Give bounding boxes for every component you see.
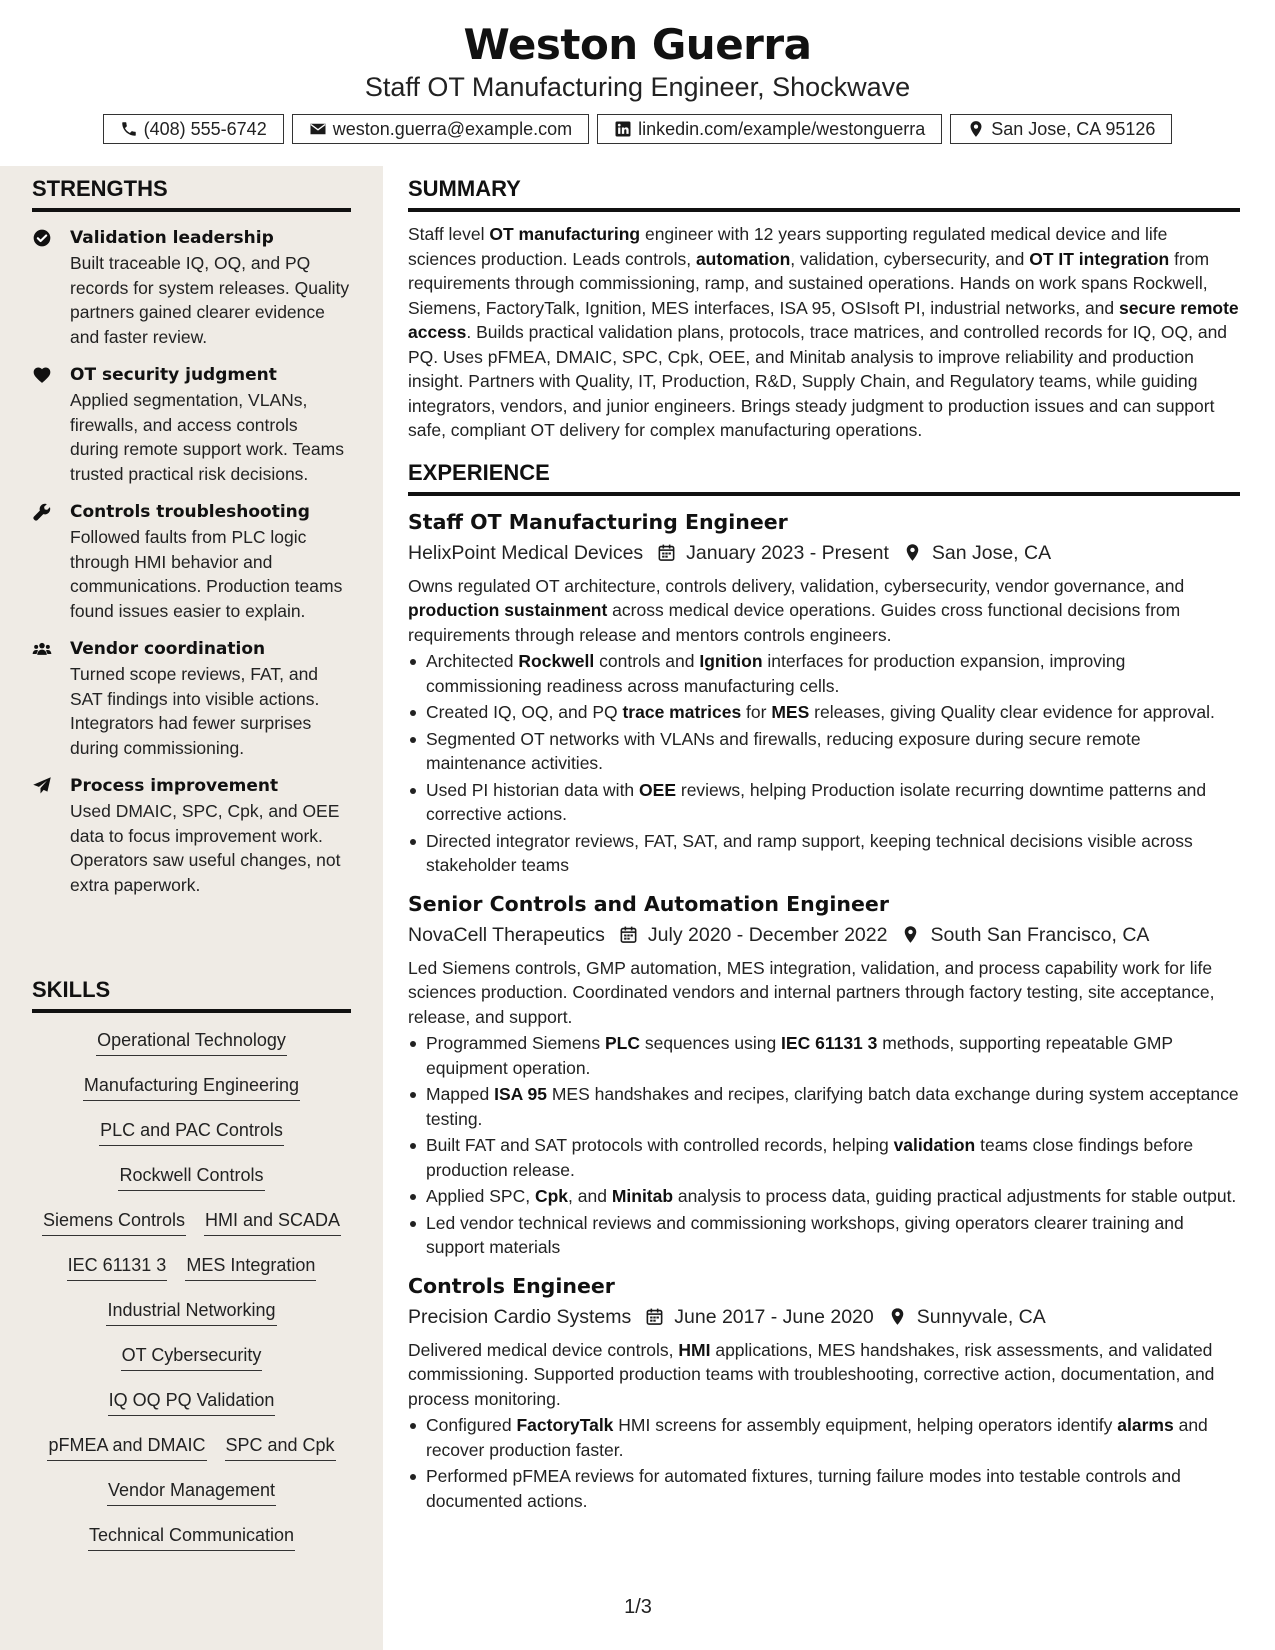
contact-bar — [0, 114, 1275, 144]
strength-description: Turned scope reviews, FAT, and SAT findings into visible actions. Integrators had fewer surprises during commissioning. — [70, 664, 320, 758]
contact-phone-text: (408) 555-6742 — [143, 118, 267, 139]
skill-tag: IEC 61131 3 — [67, 1252, 168, 1281]
skill-tag: OT Cybersecurity — [121, 1342, 263, 1371]
bullet-item: Applied SPC, Cpk, and Minitab analysis to process data, guiding practical adjustments for stable output. — [408, 1184, 1240, 1209]
contact-linkedin-text: linkedin.com/example/westonguerra — [638, 118, 926, 139]
job-location: San Jose, CA — [931, 541, 1052, 564]
strength-item — [32, 500, 351, 623]
job-dates: June 2017 - June 2020 — [674, 1305, 874, 1328]
wrench-icon — [32, 500, 70, 623]
bold-keyword: OT IT integration — [1029, 248, 1170, 269]
bold-keyword: MES — [771, 702, 810, 722]
main-content — [408, 176, 1240, 1515]
bullet-item: Programmed Siemens PLC sequences using IEC 61131 3 methods, supporting repeatable GMP equipment operation. — [408, 1031, 1240, 1080]
bold-keyword: OT manufacturing — [489, 224, 641, 244]
skill-tag: HMI and SCADA — [204, 1207, 341, 1236]
bold-keyword: alarms — [1117, 1415, 1174, 1435]
job-bullets — [408, 1413, 1240, 1513]
skill-tag: Technical Communication — [88, 1522, 295, 1551]
skill-tag: pFMEA and DMAIC — [47, 1432, 206, 1461]
skills-list — [32, 1027, 351, 1567]
contact-phone[interactable] — [103, 114, 284, 144]
company-name: NovaCell Therapeutics — [408, 923, 605, 946]
strength-item — [32, 363, 351, 486]
bold-keyword: PLC — [604, 1033, 640, 1053]
bold-keyword: Cpk — [534, 1186, 569, 1206]
sidebar — [0, 166, 383, 1650]
skill-tag: Manufacturing Engineering — [83, 1072, 300, 1101]
job-title: Staff OT Manufacturing Engineer — [408, 509, 788, 534]
skill-tag: Siemens Controls — [42, 1207, 186, 1236]
strengths-heading: STRENGTHS — [32, 176, 351, 212]
contact-location — [950, 114, 1172, 144]
candidate-title: Staff OT Manufacturing Engineer, Shockwave — [364, 72, 911, 102]
calendar-icon — [643, 543, 686, 562]
bullet-item: Built FAT and SAT protocols with controlled records, helping validation teams close findings before production release. — [408, 1133, 1240, 1182]
contact-location-text: San Jose, CA 95126 — [991, 118, 1156, 139]
bold-keyword: production sustainment — [408, 600, 608, 620]
page-indicator: 1/3 — [624, 1596, 652, 1618]
calendar-icon — [631, 1307, 674, 1326]
bold-keyword: ISA 95 — [494, 1084, 547, 1104]
envelope-icon — [309, 120, 327, 138]
job-description: Led Siemens controls, GMP automation, MES integration, validation, and process capability work for life sciences production. Coordinated vendors and internal partners through factory testing, site acceptance, release, and support. — [408, 957, 1215, 1027]
job-description: Owns regulated OT architecture, controls delivery, validation, cybersecurity, vendor governance, and production sustainment across medical device operations. Guides cross functional decisions from requirements through release and mentors controls engineers. — [408, 575, 1185, 645]
bold-keyword: trace matrices — [622, 702, 742, 722]
strength-description: Used DMAIC, SPC, Cpk, and OEE data to focus improvement work. Operators saw useful changes, not extra paperwork. — [70, 801, 341, 895]
strength-item — [32, 774, 351, 897]
strength-description: Applied segmentation, VLANs, firewalls, and access controls during remote support work. Teams trusted practical risk decisions. — [70, 390, 344, 484]
job-entry — [408, 1272, 1240, 1514]
company-name: HelixPoint Medical Devices — [408, 541, 644, 564]
skills-section — [32, 977, 351, 1567]
strengths-section — [32, 176, 351, 897]
map-pin-icon — [967, 120, 985, 138]
job-title: Controls Engineer — [408, 1273, 615, 1298]
job-title: Senior Controls and Automation Engineer — [408, 891, 889, 916]
phone-icon — [120, 120, 138, 138]
contact-linkedin[interactable] — [597, 114, 942, 144]
bold-keyword: HMI — [678, 1339, 711, 1360]
bold-keyword: secure remote access — [408, 297, 1239, 342]
job-entry — [408, 890, 1240, 1260]
bold-keyword: OEE — [639, 779, 676, 800]
job-location: South San Francisco, CA — [930, 923, 1150, 946]
bold-keyword: automation — [695, 248, 791, 269]
users-icon — [32, 637, 70, 760]
skill-tag: MES Integration — [185, 1252, 316, 1281]
strength-title: Controls troubleshooting — [70, 502, 310, 522]
bullet-item: Created IQ, OQ, and PQ trace matrices for MES releases, giving Quality clear evidence for approval. — [408, 700, 1240, 725]
heart-icon — [32, 363, 70, 486]
resume-header — [0, 0, 1275, 166]
bold-keyword: FactoryTalk — [516, 1415, 614, 1435]
map-pin-icon — [874, 1307, 917, 1326]
strength-title: Process improvement — [70, 776, 279, 796]
contact-email-text: weston.guerra@example.com — [332, 118, 573, 139]
skill-tag: Industrial Networking — [106, 1297, 276, 1326]
bullet-item: Configured FactoryTalk HMI screens for assembly equipment, helping operators identify alarms and recover production faster. — [408, 1413, 1240, 1462]
contact-email[interactable] — [292, 114, 589, 144]
strength-item — [32, 637, 351, 760]
job-bullets — [408, 1031, 1240, 1260]
check-circle-icon — [32, 226, 70, 349]
summary-text: Staff level OT manufacturing engineer with 12 years supporting regulated medical device and life sciences production. Leads controls, automation, validation, cybersecurity, and OT IT integration from requirements through commissioning, ramp, and sustained operations. Hands on work spans Rockwell, Siemens, FactoryTalk, Ignition, MES interfaces, ISA 95, OSIsoft PI, industrial networks, and secure remote access. Builds practical validation plans, protocols, trace matrices, and controlled records for IQ, OQ, and PQ. Uses pFMEA, DMAIC, SPC, Cpk, OEE, and Minitab analysis to improve reliability and production insight. Partners with Quality, IT, Production, R&D, Supply Chain, and Regulatory teams, while guiding integrators, vendors, and junior engineers. Brings steady judgment to production issues and can support safe, compliant OT delivery for complex manufacturing operations. — [408, 224, 1239, 440]
bullet-item: Led vendor technical reviews and commissioning workshops, giving operators clearer training and support materials — [408, 1211, 1240, 1260]
bullet-item: Architected Rockwell controls and Ignition interfaces for production expansion, improving commissioning readiness across manufacturing cells. — [408, 649, 1240, 698]
bullet-item: Mapped ISA 95 MES handshakes and recipes, clarifying batch data exchange during system acceptance testing. — [408, 1082, 1240, 1131]
experience-heading: EXPERIENCE — [408, 460, 1240, 496]
company-name: Precision Cardio Systems — [408, 1305, 632, 1328]
strength-item — [32, 226, 351, 349]
strength-title: Vendor coordination — [70, 639, 266, 659]
paper-plane-icon — [32, 774, 70, 897]
skill-tag: SPC and Cpk — [225, 1432, 336, 1461]
skill-tag: Vendor Management — [107, 1477, 276, 1506]
strength-title: Validation leadership — [70, 228, 274, 248]
bold-keyword: IEC 61131 3 — [781, 1033, 878, 1053]
bullet-item: Performed pFMEA reviews for automated fixtures, turning failure modes into testable controls and documented actions. — [408, 1464, 1240, 1513]
job-entry — [408, 508, 1240, 878]
candidate-name: Weston Guerra — [463, 20, 812, 69]
job-dates: January 2023 - Present — [686, 541, 889, 564]
map-pin-icon — [889, 543, 932, 562]
job-dates: July 2020 - December 2022 — [647, 923, 888, 946]
bold-keyword: Ignition — [699, 651, 763, 671]
bold-keyword: Minitab — [611, 1186, 674, 1206]
skill-tag: PLC and PAC Controls — [99, 1117, 284, 1146]
calendar-icon — [605, 925, 648, 944]
skill-tag: Rockwell Controls — [118, 1162, 264, 1191]
skills-heading: SKILLS — [32, 977, 351, 1013]
strength-description: Built traceable IQ, OQ, and PQ records for system releases. Quality partners gained clearer evidence and faster review. — [70, 253, 350, 347]
bullet-item: Used PI historian data with OEE reviews, helping Production isolate recurring downtime patterns and corrective actions. — [408, 778, 1240, 827]
summary-heading: SUMMARY — [408, 176, 1240, 212]
strength-title: OT security judgment — [70, 365, 277, 385]
bold-keyword: validation — [893, 1135, 976, 1155]
bullet-item: Segmented OT networks with VLANs and firewalls, reducing exposure during secure remote maintenance activities. — [408, 727, 1240, 776]
linkedin-icon — [614, 120, 632, 138]
map-pin-icon — [887, 925, 930, 944]
bold-keyword: Rockwell — [518, 651, 595, 671]
job-bullets — [408, 649, 1240, 878]
skill-tag: IQ OQ PQ Validation — [108, 1387, 276, 1416]
job-location: Sunnyvale, CA — [916, 1305, 1046, 1328]
bullet-item: Directed integrator reviews, FAT, SAT, and ramp support, keeping technical decisions visible across stakeholder teams — [408, 829, 1240, 878]
strength-description: Followed faults from PLC logic through HMI behavior and communications. Production teams found issues easier to explain. — [70, 527, 343, 621]
skill-tag: Operational Technology — [96, 1027, 287, 1056]
job-description: Delivered medical device controls, HMI applications, MES handshakes, risk assessments, and validated commissioning. Supported production teams with troubleshooting, corrective action, documentation, and process monitoring. — [408, 1339, 1215, 1409]
